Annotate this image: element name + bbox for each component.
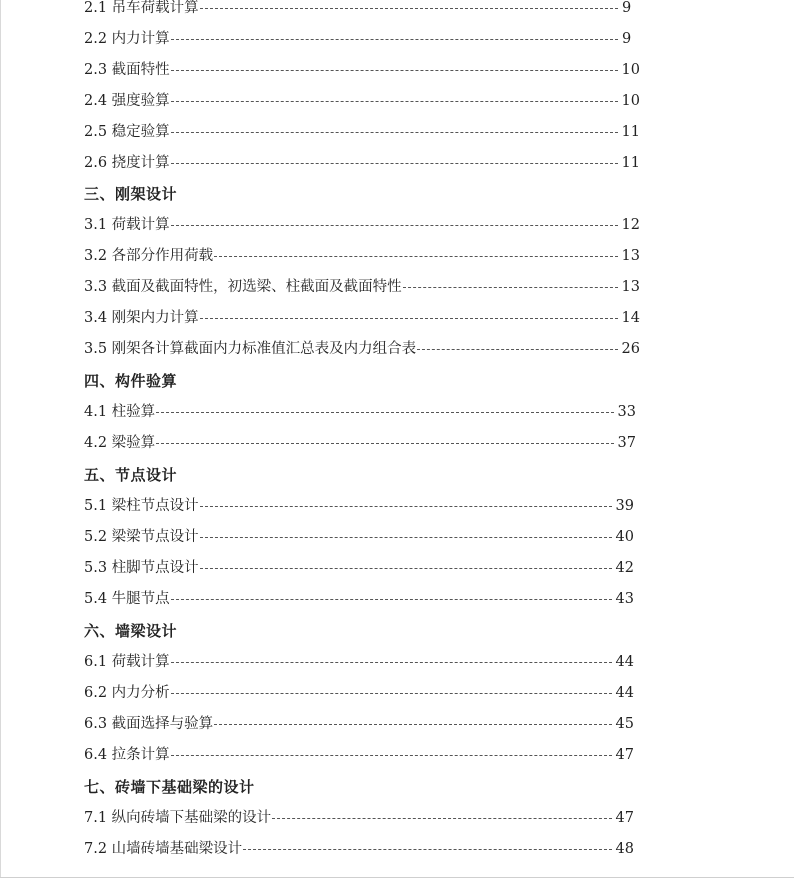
dot-leader xyxy=(200,567,612,569)
dot-leader xyxy=(417,348,617,350)
toc-entry[interactable] xyxy=(84,402,636,422)
toc-entry[interactable] xyxy=(84,60,640,80)
toc-entry-title: 3.2 各部分作用荷载 xyxy=(84,248,214,264)
toc-entry[interactable] xyxy=(84,558,634,578)
dot-leader xyxy=(243,848,611,850)
section-heading[interactable]: 五、节点设计 xyxy=(84,466,178,484)
toc-entry[interactable] xyxy=(84,308,640,328)
section-heading[interactable]: 七、砖墙下基础梁的设计 xyxy=(84,778,255,796)
toc-entry-title: 6.2 内力分析 xyxy=(84,685,170,701)
toc-entry-title: 3.1 荷载计算 xyxy=(84,217,170,233)
toc-entry-page: 43 xyxy=(615,591,634,607)
toc-entry[interactable] xyxy=(84,433,636,453)
toc-entry-page: 47 xyxy=(615,747,634,763)
toc-entry[interactable] xyxy=(84,29,640,49)
toc-entry-title: 6.4 拉条计算 xyxy=(84,747,170,763)
dot-leader xyxy=(171,162,618,164)
toc-entry[interactable] xyxy=(84,91,640,111)
toc-entry-page: 39 xyxy=(615,498,634,514)
toc-entry-title: 5.3 柱脚节点设计 xyxy=(84,560,199,576)
toc-entry-title: 5.1 梁柱节点设计 xyxy=(84,498,199,514)
dot-leader xyxy=(171,661,612,663)
toc-entry[interactable] xyxy=(84,496,634,516)
toc-entry-page: 40 xyxy=(615,529,634,545)
dot-leader xyxy=(171,224,618,226)
toc-entry-title: 2.6 挠度计算 xyxy=(84,155,170,171)
toc-entry-title: 3.3 截面及截面特性，初选梁、柱截面及截面特性 xyxy=(84,279,402,295)
toc-entry[interactable] xyxy=(84,839,634,859)
toc-entry-page: 47 xyxy=(615,810,634,826)
toc-entry-title: 2.4 强度验算 xyxy=(84,93,170,109)
toc-entry-title: 4.2 梁验算 xyxy=(84,435,156,451)
toc-entry-title: 7.1 纵向砖墙下基础梁的设计 xyxy=(84,810,272,826)
toc-entry-page: 9 xyxy=(622,31,632,47)
toc-entry[interactable] xyxy=(84,652,634,672)
section-heading[interactable]: 三、刚架设计 xyxy=(84,185,178,203)
dot-leader xyxy=(200,317,618,319)
toc-entry-title: 5.4 牛腿节点 xyxy=(84,591,170,607)
toc-entry-title: 3.5 刚架各计算截面内力标准值汇总表及内力组合表 xyxy=(84,341,417,357)
toc-entry[interactable] xyxy=(84,122,640,142)
toc-entry[interactable] xyxy=(84,745,634,765)
dot-leader xyxy=(200,7,618,9)
toc-entry[interactable] xyxy=(84,808,634,828)
toc-entry-page: 12 xyxy=(621,217,640,233)
toc-entry-title: 5.2 梁梁节点设计 xyxy=(84,529,199,545)
toc-entry-title: 6.3 截面选择与验算 xyxy=(84,716,214,732)
toc-entry[interactable] xyxy=(84,215,640,235)
dot-leader xyxy=(171,598,612,600)
toc-entry-title: 4.1 柱验算 xyxy=(84,404,156,420)
toc-entry-page: 11 xyxy=(621,124,640,140)
toc-entry-title: 2.1 吊车荷载计算 xyxy=(84,0,199,16)
toc-entry[interactable] xyxy=(84,246,640,266)
dot-leader xyxy=(171,69,618,71)
dot-leader xyxy=(171,692,612,694)
toc-entry-page: 26 xyxy=(621,341,640,357)
dot-leader xyxy=(171,38,618,40)
toc-entry-page: 45 xyxy=(615,716,634,732)
toc-entry[interactable] xyxy=(84,527,634,547)
dot-leader xyxy=(156,442,613,444)
toc-entry[interactable] xyxy=(84,589,634,609)
toc-entry-page: 44 xyxy=(615,685,634,701)
dot-leader xyxy=(171,131,618,133)
toc-entry-page: 44 xyxy=(615,654,634,670)
dot-leader xyxy=(214,723,611,725)
toc-entry[interactable] xyxy=(84,683,634,703)
dot-leader xyxy=(272,817,611,819)
toc-entry[interactable] xyxy=(84,339,640,359)
dot-leader xyxy=(200,505,612,507)
toc-entry-page: 42 xyxy=(615,560,634,576)
toc-entry-page: 9 xyxy=(622,0,632,16)
toc-entry-title: 6.1 荷载计算 xyxy=(84,654,170,670)
toc-entry-title: 2.2 内力计算 xyxy=(84,31,170,47)
section-heading[interactable]: 四、构件验算 xyxy=(84,372,178,390)
toc-entry-page: 33 xyxy=(617,404,636,420)
toc-entry-page: 10 xyxy=(621,62,640,78)
dot-leader xyxy=(171,754,612,756)
toc-entry-title: 2.3 截面特性 xyxy=(84,62,170,78)
section-heading[interactable]: 六、墙梁设计 xyxy=(84,622,178,640)
toc-entry-page: 10 xyxy=(621,93,640,109)
toc-entry[interactable] xyxy=(84,277,640,297)
toc-entry-page: 13 xyxy=(621,248,640,264)
toc-entry-title: 2.5 稳定验算 xyxy=(84,124,170,140)
toc-entry[interactable] xyxy=(84,0,640,18)
toc-entry-title: 3.4 刚架内力计算 xyxy=(84,310,199,326)
dot-leader xyxy=(171,100,618,102)
toc-entry-title: 7.2 山墙砖墙基础梁设计 xyxy=(84,841,243,857)
dot-leader xyxy=(200,536,612,538)
toc-entry-page: 11 xyxy=(621,155,640,171)
dot-leader xyxy=(214,255,617,257)
toc-entry-page: 13 xyxy=(621,279,640,295)
toc-entry[interactable] xyxy=(84,153,640,173)
toc-entry-page: 14 xyxy=(621,310,640,326)
toc-entry[interactable] xyxy=(84,714,634,734)
dot-leader xyxy=(403,286,618,288)
toc-entry-page: 37 xyxy=(617,435,636,451)
dot-leader xyxy=(156,411,613,413)
toc-entry-page: 48 xyxy=(615,841,634,857)
